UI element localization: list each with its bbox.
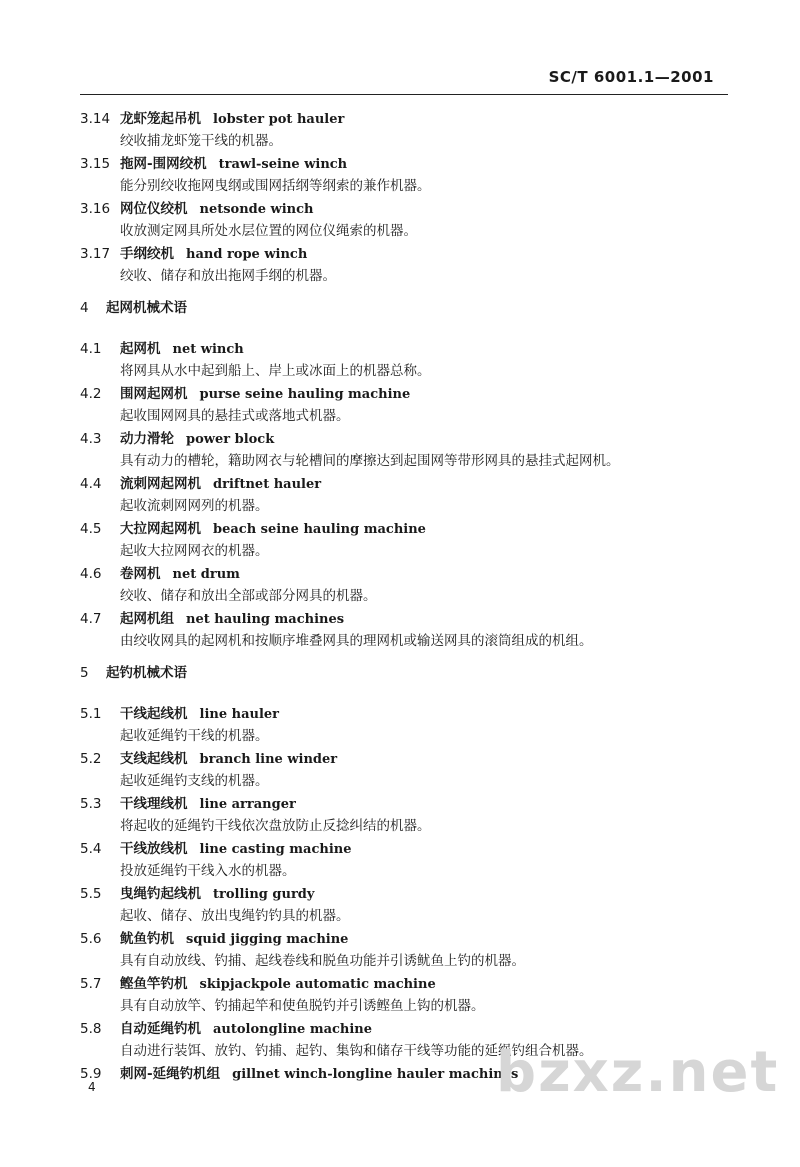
watermark: bzxz.net [496,1040,780,1105]
term-chinese: 干线放线机 [120,841,188,857]
term-number: 4.6 [80,566,102,582]
term-definition: 绞收、储存和放出全部或部分网具的机器。 [120,588,377,604]
term-chinese: 流刺网起网机 [120,476,201,492]
term-entry [80,703,740,748]
term-number: 5.6 [80,931,102,947]
term-definition: 由绞收网具的起网机和按顺序堆叠网具的理网机或输送网具的滚筒组成的机组。 [120,633,593,649]
term-definition: 起收流刺网网列的机器。 [120,498,269,514]
term-number: 3.17 [80,246,111,262]
term-entry [80,563,740,608]
term-english: squid jigging machine [186,932,349,947]
page-number: 4 [88,1080,96,1094]
term-definition: 具有动力的槽轮，籍助网衣与轮槽间的摩擦达到起围网等带形网具的悬挂式起网机。 [120,453,620,469]
term-entry [80,153,740,198]
term-definition: 起收、储存、放出曳绳钓钓具的机器。 [120,908,350,924]
section-heading [80,294,740,338]
term-number: 5.5 [80,886,102,902]
term-heading [80,518,740,540]
term-entry [80,428,740,473]
term-heading [80,748,740,770]
term-english: net drum [172,567,240,582]
term-number: 5.3 [80,796,102,812]
term-heading [80,928,740,950]
term-heading [80,1018,740,1040]
term-english: power block [186,432,275,447]
term-entry [80,973,740,1018]
term-heading [80,883,740,905]
term-english: branch line winder [199,752,338,767]
term-chinese: 手纲绞机 [120,246,174,262]
section-heading [80,659,740,703]
term-entry [80,473,740,518]
term-number: 5.7 [80,976,102,992]
term-english: trawl-seine winch [218,157,348,172]
term-number: 5.9 [80,1066,102,1082]
term-definition: 自动进行装饵、放钓、钓捕、起钓、集钩和储存干线等功能的延绳钓组合机器。 [120,1043,593,1059]
term-chinese: 卷网机 [120,566,161,582]
terms-content [80,108,740,1108]
term-english: beach seine hauling machine [213,522,426,537]
term-number: 5.4 [80,841,102,857]
term-entry [80,793,740,838]
term-english: netsonde winch [199,202,314,217]
term-chinese: 干线理线机 [120,796,188,812]
term-english: net winch [172,342,244,357]
term-number: 3.16 [80,201,111,217]
section-number: 5 [80,665,89,681]
term-number: 5.1 [80,706,102,722]
term-heading [80,198,740,220]
term-chinese: 刺网-延绳钓机组 [120,1066,221,1082]
term-english: gillnet winch-longline hauler machines [232,1067,519,1082]
term-chinese: 起网机组 [120,611,174,627]
term-number: 4.5 [80,521,102,537]
term-english: purse seine hauling machine [199,387,411,402]
term-definition: 起收延绳钓支线的机器。 [120,773,269,789]
term-entry [80,518,740,563]
term-chinese: 龙虾笼起吊机 [120,111,201,127]
term-number: 4.3 [80,431,102,447]
term-chinese: 干线起线机 [120,706,188,722]
term-english: net hauling machines [186,612,345,627]
term-english: skipjackpole automatic machine [199,977,436,992]
term-heading [80,108,740,130]
term-definition: 收放测定网具所处水层位置的网位仪绳索的机器。 [120,223,417,239]
term-chinese: 曳绳钓起线机 [120,886,201,902]
term-heading [80,428,740,450]
term-entry [80,748,740,793]
section-title: 起网机械术语 [106,300,187,316]
term-english: trolling gurdy [213,887,315,902]
term-english: line casting machine [199,842,352,857]
term-chinese: 自动延绳钓机 [120,1021,201,1037]
term-number: 4.2 [80,386,102,402]
term-chinese: 拖网-围网绞机 [120,156,207,172]
term-heading [80,973,740,995]
page-header [80,64,728,95]
term-definition: 将网具从水中起到船上、岸上或冰面上的机器总称。 [120,363,431,379]
term-chinese: 鱿鱼钓机 [120,931,174,947]
term-heading [80,838,740,860]
term-definition: 具有自动放竿、钓捕起竿和使鱼脱钓并引诱鲣鱼上钩的机器。 [120,998,485,1014]
term-definition: 投放延绳钓干线入水的机器。 [120,863,296,879]
term-entry [80,838,740,883]
term-english: driftnet hauler [213,477,322,492]
term-chinese: 围网起网机 [120,386,188,402]
term-heading [80,338,740,360]
term-number: 3.15 [80,156,111,172]
term-number: 5.2 [80,751,102,767]
term-heading [80,793,740,815]
term-english: line arranger [199,797,296,812]
term-definition: 绞收、储存和放出拖网手纲的机器。 [120,268,336,284]
term-chinese: 起网机 [120,341,161,357]
term-english: hand rope winch [186,247,308,262]
term-definition: 具有自动放线、钓捕、起线卷线和脱鱼功能并引诱鱿鱼上钓的机器。 [120,953,525,969]
term-definition: 起收围网网具的悬挂式或落地式机器。 [120,408,350,424]
term-heading [80,608,740,630]
term-heading [80,383,740,405]
term-definition: 起收延绳钓干线的机器。 [120,728,269,744]
section-number: 4 [80,300,89,316]
term-english: autolongline machine [213,1022,373,1037]
term-entry [80,608,740,653]
term-number: 4.4 [80,476,102,492]
term-heading [80,243,740,265]
term-english: line hauler [199,707,280,722]
term-entry [80,243,740,288]
term-chinese: 支线起线机 [120,751,188,767]
term-heading [80,563,740,585]
term-entry [80,383,740,428]
term-entry [80,338,740,383]
term-chinese: 动力滑轮 [120,431,174,447]
term-definition: 起收大拉网网衣的机器。 [120,543,269,559]
term-entry [80,108,740,153]
standard-code: SC/T 6001.1—2001 [548,68,714,86]
term-heading [80,473,740,495]
term-english: lobster pot hauler [213,112,345,127]
section-title: 起钓机械术语 [106,665,187,681]
term-number: 5.8 [80,1021,102,1037]
term-number: 3.14 [80,111,111,127]
term-heading [80,153,740,175]
term-definition: 将起收的延绳钓干线依次盘放防止反捻纠结的机器。 [120,818,431,834]
term-number: 4.1 [80,341,102,357]
term-entry [80,883,740,928]
term-chinese: 大拉网起网机 [120,521,201,537]
term-entry [80,198,740,243]
term-definition: 能分别绞收拖网曳纲或围网括纲等纲索的兼作机器。 [120,178,431,194]
term-chinese: 网位仪绞机 [120,201,188,217]
term-number: 4.7 [80,611,102,627]
term-entry [80,928,740,973]
term-heading [80,703,740,725]
term-chinese: 鲣鱼竿钓机 [120,976,188,992]
term-definition: 绞收捕龙虾笼干线的机器。 [120,133,282,149]
